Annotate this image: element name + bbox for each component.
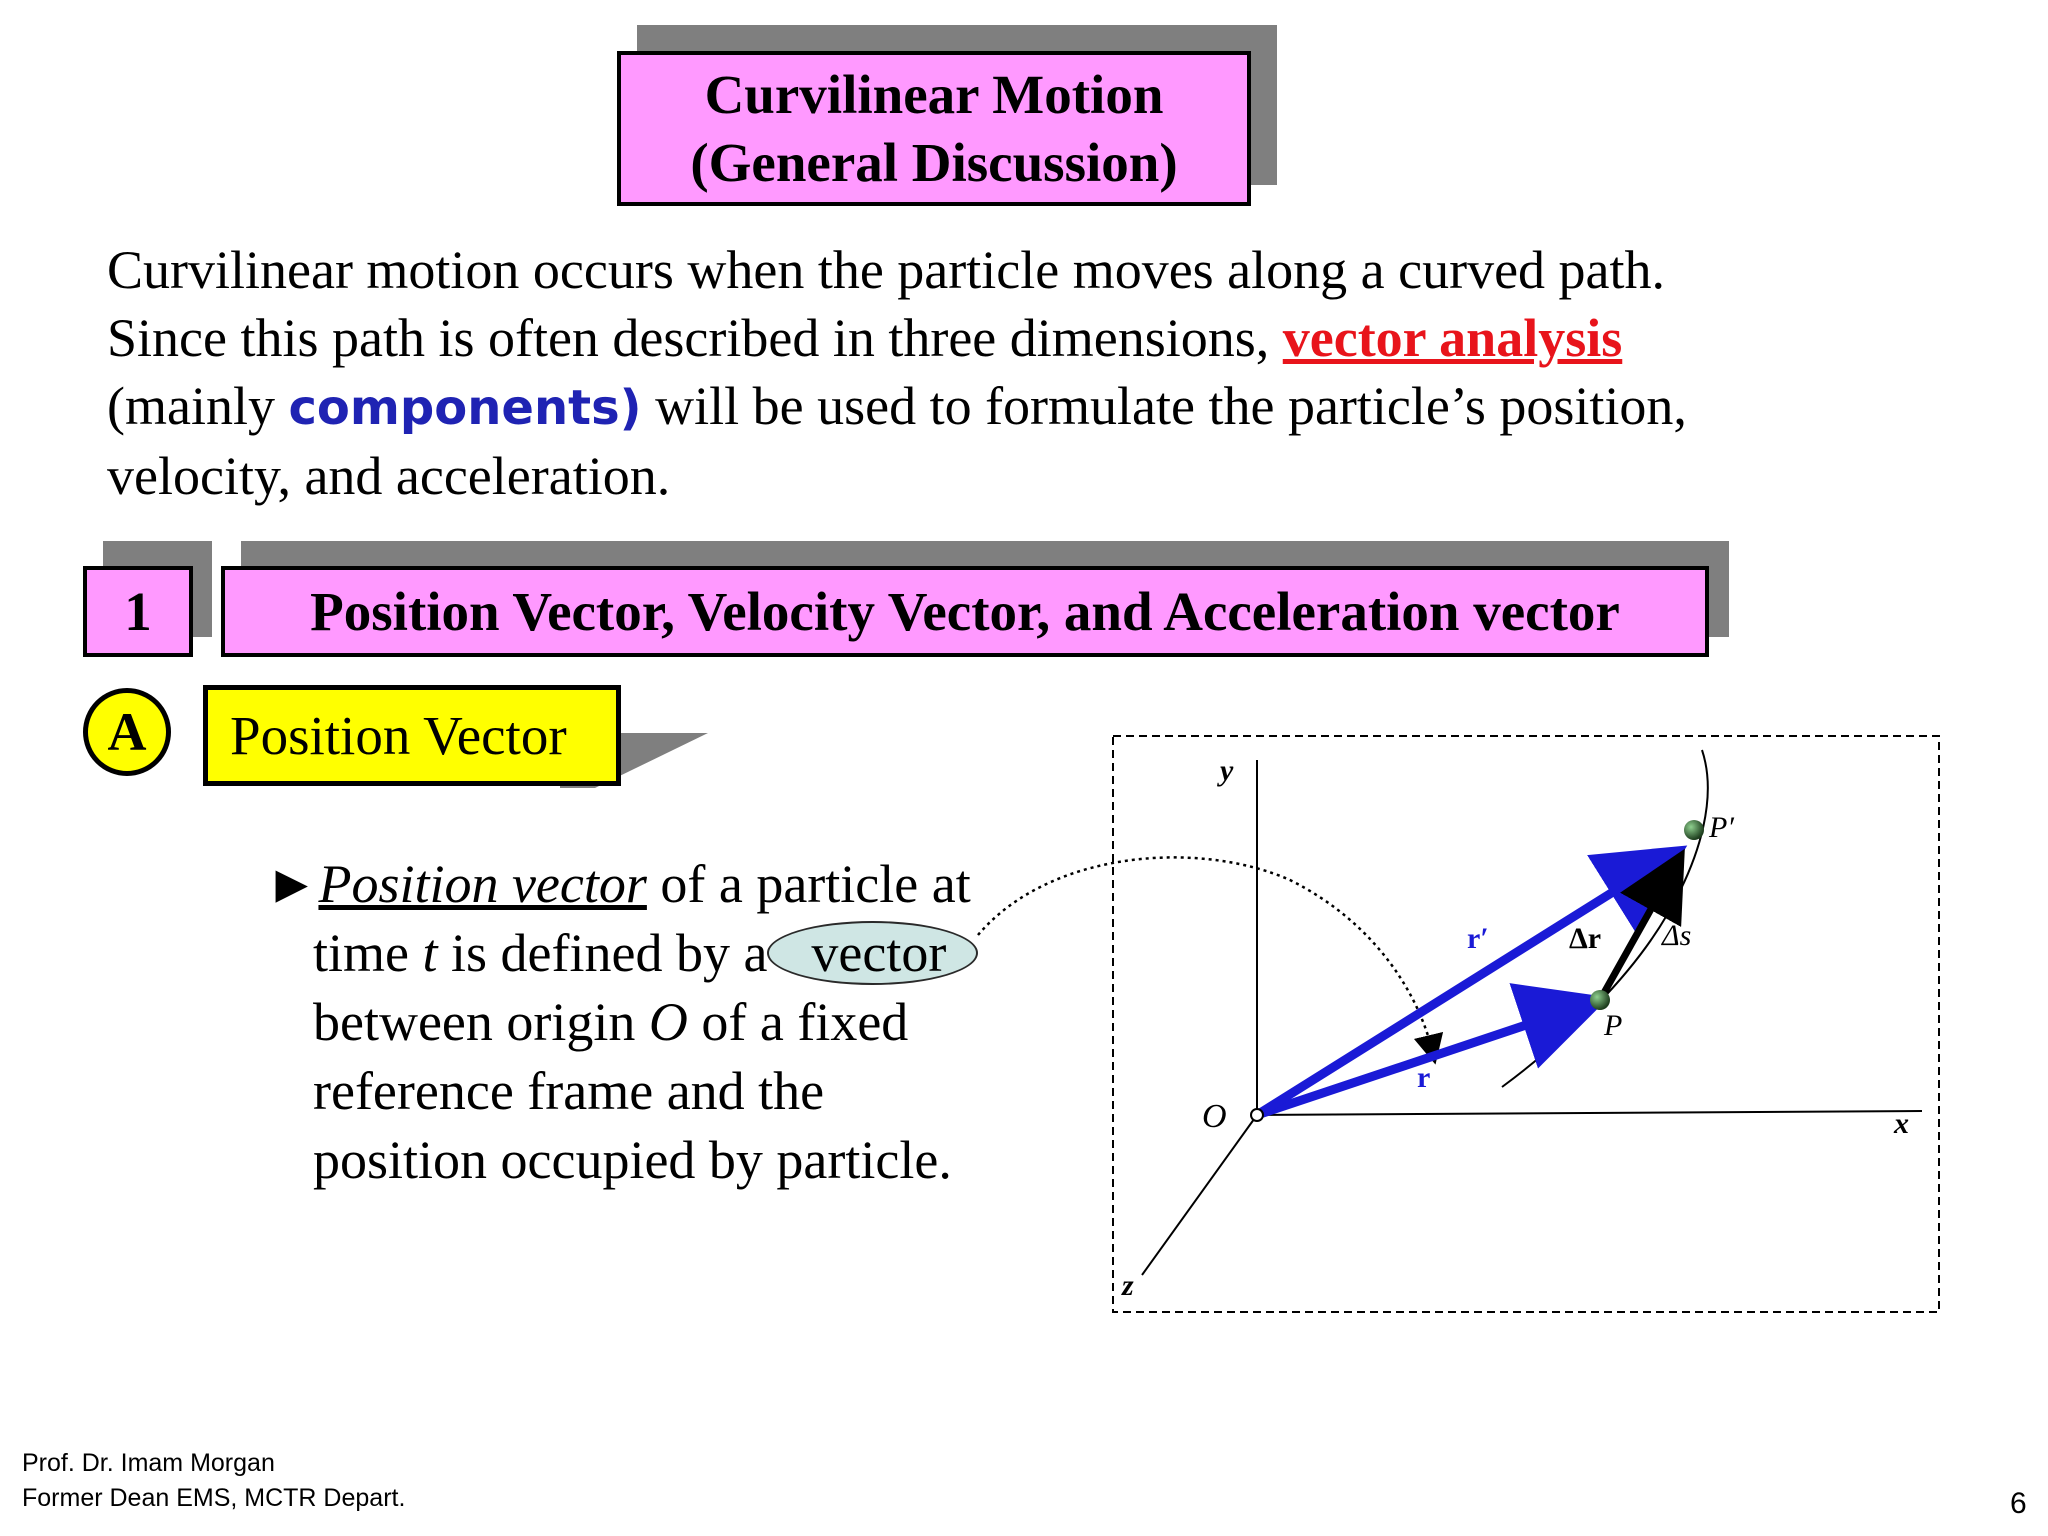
intro-line-3-post: will be used to formulate the particle’s position, xyxy=(641,376,1687,436)
position-vector-term: Position vector xyxy=(318,854,647,914)
delta-s-label: Δs xyxy=(1662,919,1692,952)
section-title: Position Vector, Velocity Vector, and Acceleration vector xyxy=(221,566,1709,657)
bullet-line-2 xyxy=(265,919,1025,988)
title-line-1: Curvilinear Motion xyxy=(704,63,1164,125)
components-emphasis: components) xyxy=(288,380,642,436)
vector-analysis-link[interactable]: vector analysis xyxy=(1282,308,1623,368)
subsection-letter-badge: A xyxy=(83,688,171,776)
title-line-2: (General Discussion) xyxy=(690,131,1178,193)
bullet-line-5: position occupied by particle. xyxy=(313,1130,952,1190)
footer-author xyxy=(22,1446,405,1516)
vector-highlight-oval: vector xyxy=(767,921,978,985)
bullet-line-2-pre: time xyxy=(313,923,423,983)
footer-line-2: Former Dean EMS, MCTR Depart. xyxy=(22,1484,406,1512)
intro-line-3 xyxy=(107,372,1807,442)
position-vector-figure xyxy=(1112,735,1940,1313)
section-number: 1 xyxy=(83,566,193,657)
p-prime-label: P′ xyxy=(1709,811,1734,844)
intro-line-1: Curvilinear motion occurs when the particle moves along a curved path. xyxy=(107,240,1666,300)
r-vector xyxy=(1257,1003,1592,1115)
footer-line-1: Prof. Dr. Imam Morgan xyxy=(22,1449,275,1477)
page-number: 6 xyxy=(2010,1487,2027,1520)
intro-paragraph xyxy=(107,236,1807,510)
z-label: z xyxy=(1122,1269,1134,1302)
bullet-line-4: reference frame and the xyxy=(313,1061,825,1121)
bullet-marker-icon: ► xyxy=(265,854,319,914)
bullet-definition xyxy=(265,850,1025,1195)
r-prime-label: r′ xyxy=(1467,922,1489,955)
bullet-line-3 xyxy=(265,988,1025,1057)
point-p-prime xyxy=(1684,820,1704,840)
p-label: P xyxy=(1604,1009,1623,1042)
subsection-title: Position Vector xyxy=(203,685,621,786)
origin-point xyxy=(1251,1109,1263,1121)
slide-title xyxy=(617,51,1251,206)
delta-r-label: Δr xyxy=(1569,922,1602,955)
intro-line-3-pre: (mainly xyxy=(107,376,289,436)
intro-line-2-text: Since this path is often described in three dimensions, xyxy=(107,308,1283,368)
origin-label: O xyxy=(1202,1098,1227,1135)
intro-line-4: velocity, and acceleration. xyxy=(107,446,671,506)
time-symbol: t xyxy=(422,923,438,983)
origin-symbol: O xyxy=(648,992,688,1052)
intro-line-2 xyxy=(107,304,1807,372)
z-axis xyxy=(1142,1115,1257,1275)
bullet-line-3-pre: between origin xyxy=(313,992,649,1052)
y-label: y xyxy=(1220,754,1234,787)
bullet-line-2-mid: is defined by a xyxy=(437,923,768,983)
bullet-line-1-text: of a particle at xyxy=(646,854,971,914)
x-label: x xyxy=(1894,1107,1909,1140)
r-label: r xyxy=(1417,1061,1431,1094)
x-axis xyxy=(1257,1111,1922,1115)
point-p xyxy=(1590,990,1610,1010)
bullet-line-1 xyxy=(265,850,1025,919)
bullet-line-3-post: of a fixed xyxy=(687,992,909,1052)
